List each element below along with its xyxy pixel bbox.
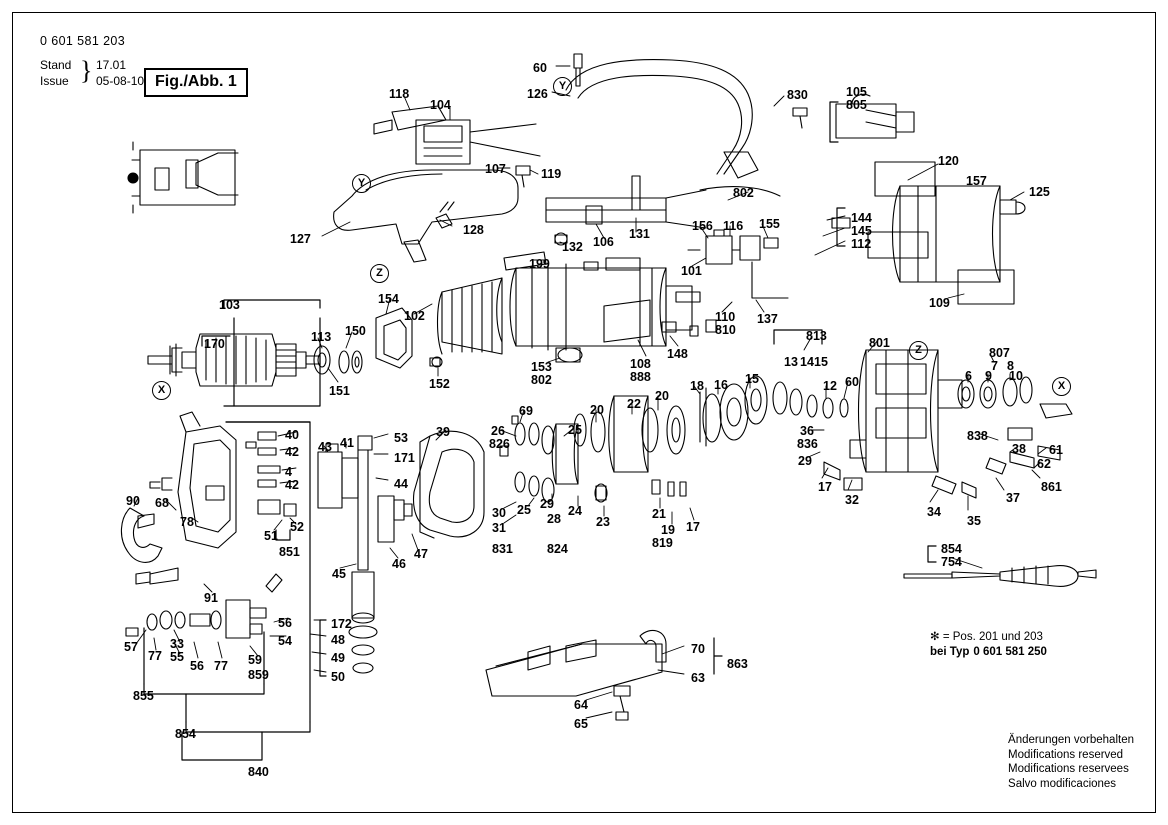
part-callout: 42: [285, 478, 299, 492]
part-callout: 9: [985, 369, 992, 383]
part-callout: 26: [491, 424, 505, 438]
part-callout: 116: [723, 219, 744, 233]
part-callout: 863: [727, 657, 748, 671]
part-callout: 112: [851, 237, 872, 251]
part-callout: 813: [806, 329, 827, 343]
part-callout: 33: [170, 637, 184, 651]
part-callout: 171: [394, 451, 415, 465]
part-callout: 155: [759, 217, 780, 231]
part-callout: 7: [991, 359, 998, 373]
part-callout: 831: [492, 542, 513, 556]
part-callout: 15: [745, 372, 759, 386]
part-callout: 824: [547, 542, 568, 556]
part-callout: 819: [652, 536, 673, 550]
part-callout: 40: [285, 428, 299, 442]
part-callout: 153: [531, 360, 552, 374]
asterisk-icon: ✻: [930, 631, 940, 643]
part-callout: 152: [429, 377, 450, 391]
part-callout: 851: [279, 545, 300, 559]
part-callout: 8: [1007, 359, 1014, 373]
part-callout: 156: [692, 219, 713, 233]
part-callout: 60: [845, 375, 859, 389]
part-callout: 126: [527, 87, 548, 101]
part-callout: 805: [846, 98, 867, 112]
part-callout: 861: [1041, 480, 1062, 494]
part-callout: 14: [800, 355, 814, 369]
part-callout: 119: [541, 167, 562, 181]
footer-line-es: Salvo modificaciones: [1008, 777, 1117, 790]
part-callout: 63: [691, 671, 705, 685]
part-callout: 34: [927, 505, 941, 519]
legal-footer: [1008, 733, 1134, 791]
part-callout: 60: [533, 61, 547, 75]
part-callout: 18: [690, 379, 704, 393]
part-callout: 807: [989, 346, 1010, 360]
part-callout: 125: [1029, 185, 1050, 199]
part-callout: 21: [652, 507, 666, 521]
part-callout: 28: [547, 512, 561, 526]
part-callout: 64: [574, 698, 588, 712]
part-callout: 170: [204, 337, 225, 351]
marker-z-left: Z: [370, 264, 389, 283]
marker-x-left: X: [152, 381, 171, 400]
issue-label: Issue: [40, 74, 69, 88]
part-callout: 55: [170, 650, 184, 664]
part-callout: 48: [331, 633, 345, 647]
issue-value: 05-08-10: [96, 74, 145, 88]
part-callout: 53: [394, 431, 408, 445]
marker-y-top: Y: [553, 77, 572, 96]
footer-line-en: Modifications reserved: [1008, 748, 1124, 761]
part-callout: 132: [562, 240, 583, 254]
part-callout: 826: [489, 437, 510, 451]
part-callout: 4: [285, 465, 292, 479]
brace-glyph: }: [80, 56, 93, 85]
part-callout: 127: [290, 232, 311, 246]
part-callout: 145: [851, 224, 872, 238]
part-callout: 148: [667, 347, 688, 361]
part-callout: 12: [823, 379, 837, 393]
part-callout: 6: [965, 369, 972, 383]
part-callout: 23: [596, 515, 610, 529]
part-callout: 19: [661, 523, 675, 537]
part-callout: 25: [568, 423, 582, 437]
part-callout: 54: [278, 634, 292, 648]
part-callout: 36: [800, 424, 814, 438]
part-callout: 854: [175, 727, 196, 741]
stand-value: 17.01: [96, 58, 127, 72]
part-callout: 29: [540, 497, 554, 511]
part-callout: 104: [430, 98, 451, 112]
part-callout: 29: [798, 454, 812, 468]
part-callout: 110: [715, 310, 736, 324]
part-callout: 91: [204, 591, 218, 605]
part-callout: 101: [681, 264, 702, 278]
part-callout: 128: [463, 223, 484, 237]
part-callout: 137: [757, 312, 778, 326]
part-callout: 108: [630, 357, 651, 371]
part-callout: 118: [389, 87, 410, 101]
part-callout: 15: [814, 355, 828, 369]
type-note-prefix: bei Typ: [930, 646, 970, 658]
part-callout: 801: [869, 336, 890, 350]
part-callout: 172: [331, 617, 352, 631]
part-callout: 13: [784, 355, 798, 369]
part-callout: 10: [1009, 369, 1023, 383]
part-callout: 31: [492, 521, 506, 535]
part-callout: 45: [332, 567, 346, 581]
part-callout: 52: [290, 520, 304, 534]
part-callout: 830: [787, 88, 808, 102]
page-border: [12, 12, 1156, 813]
part-callout: 802: [531, 373, 552, 387]
part-callout: 51: [264, 529, 278, 543]
part-callout: 810: [715, 323, 736, 337]
part-callout: 109: [929, 296, 950, 310]
part-callout: 65: [574, 717, 588, 731]
part-callout: 56: [278, 616, 292, 630]
part-callout: 49: [331, 651, 345, 665]
part-callout: 42: [285, 445, 299, 459]
part-callout: 802: [733, 186, 754, 200]
part-callout: 59: [248, 653, 262, 667]
figure-label: Fig./Abb. 1: [144, 68, 248, 97]
marker-z-right: Z: [909, 341, 928, 360]
part-callout: 107: [485, 162, 506, 176]
part-callout: 32: [845, 493, 859, 507]
part-callout: 888: [630, 370, 651, 384]
part-callout: 840: [248, 765, 269, 779]
part-callout: 150: [345, 324, 366, 338]
part-callout: 103: [219, 298, 240, 312]
part-callout: 77: [214, 659, 228, 673]
part-callout: 41: [340, 436, 354, 450]
type-note-line1: = Pos. 201 und 203: [942, 631, 1043, 643]
part-callout: 35: [967, 514, 981, 528]
part-callout: 47: [414, 547, 428, 561]
part-callout: 68: [155, 496, 169, 510]
part-callout: 154: [378, 292, 399, 306]
part-callout: 69: [519, 404, 533, 418]
part-callout: 157: [966, 174, 987, 188]
part-callout: 24: [568, 504, 582, 518]
part-callout: 39: [436, 425, 450, 439]
part-callout: 836: [797, 437, 818, 451]
part-callout: 20: [590, 403, 604, 417]
part-callout: 131: [629, 227, 650, 241]
part-callout: 70: [691, 642, 705, 656]
type-note: [930, 630, 1047, 660]
part-callout: 17: [686, 520, 700, 534]
stand-label: Stand: [40, 58, 72, 72]
part-callout: 22: [627, 397, 641, 411]
part-callout: 57: [124, 640, 138, 654]
part-callout: 20: [655, 389, 669, 403]
part-callout: 120: [938, 154, 959, 168]
part-callout: 37: [1006, 491, 1020, 505]
part-callout: 62: [1037, 457, 1051, 471]
footer-line-de: Änderungen vorbehalten: [1008, 734, 1134, 746]
part-callout: 105: [846, 85, 867, 99]
part-callout: 61: [1049, 443, 1063, 457]
part-callout: 46: [392, 557, 406, 571]
part-callout: 78: [180, 515, 194, 529]
marker-x-right: X: [1052, 377, 1071, 396]
part-callout: 106: [593, 235, 614, 249]
part-callout: 43: [318, 440, 332, 454]
part-callout: 144: [851, 211, 872, 225]
part-callout: 44: [394, 477, 408, 491]
marker-y-left: Y: [352, 174, 371, 193]
part-callout: 38: [1012, 442, 1026, 456]
part-callout: 25: [517, 503, 531, 517]
part-callout: 90: [126, 494, 140, 508]
type-note-value: 0 601 581 250: [973, 646, 1047, 658]
part-callout: 854: [941, 542, 962, 556]
part-callout: 855: [133, 689, 154, 703]
part-callout: 56: [190, 659, 204, 673]
part-callout: 30: [492, 506, 506, 520]
part-callout: 50: [331, 670, 345, 684]
part-callout: 754: [941, 555, 962, 569]
part-callout: 199: [529, 257, 550, 271]
part-callout: 151: [329, 384, 350, 398]
part-callout: 838: [967, 429, 988, 443]
part-callout: 16: [714, 378, 728, 392]
part-callout: 859: [248, 668, 269, 682]
part-number: 0 601 581 203: [40, 34, 126, 48]
part-callout: 77: [148, 649, 162, 663]
part-callout: 113: [311, 330, 332, 344]
part-callout: 102: [404, 309, 425, 323]
part-callout: 17: [818, 480, 832, 494]
footer-line-fr: Modifications reservees: [1008, 763, 1129, 775]
